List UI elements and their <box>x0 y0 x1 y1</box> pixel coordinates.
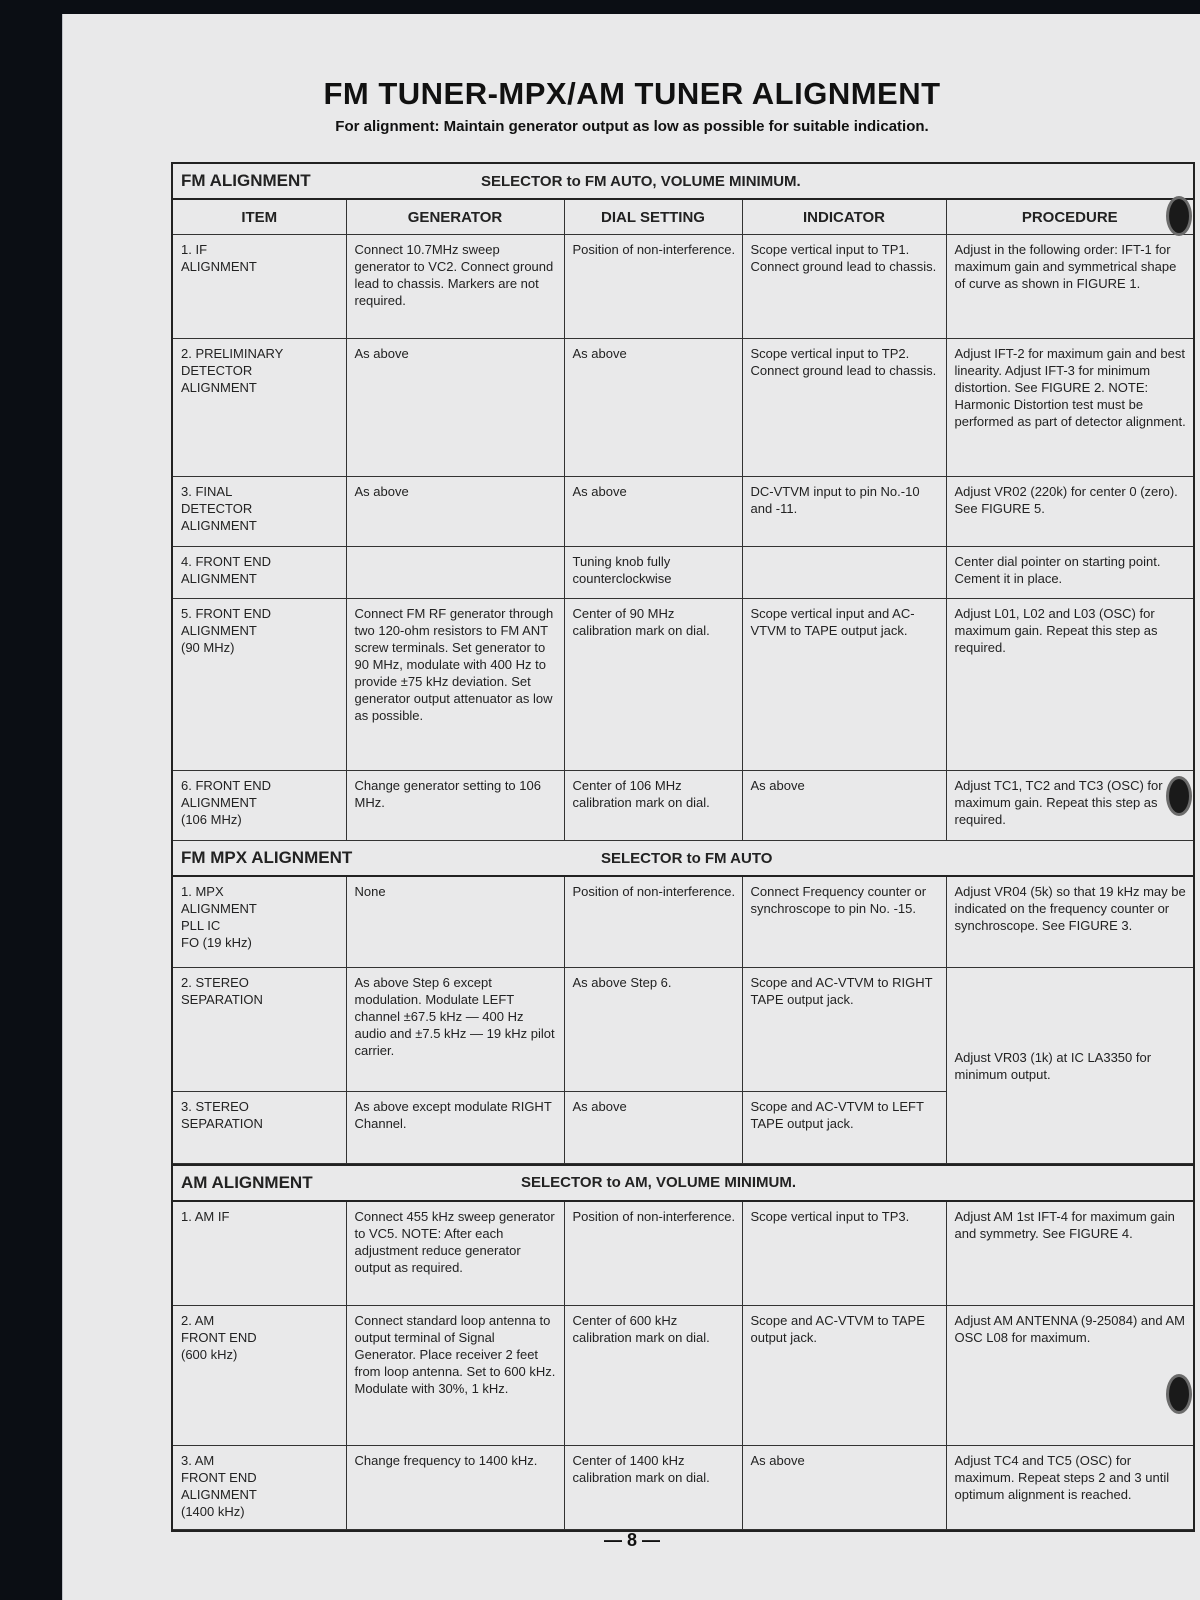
section-setting: SELECTOR to FM AUTO <box>601 849 773 867</box>
table-row <box>173 235 1193 339</box>
page-subtitle: For alignment: Maintain generator output as low as possible for suitable indication. <box>335 118 929 135</box>
mpx-section-header <box>173 841 1193 877</box>
generator-cell: As above except modulate RIGHT Channel. <box>346 1091 564 1163</box>
procedure-cell: Adjust VR04 (5k) so that 19 kHz may be indicated on the frequency counter or synchroscope. See FIGURE 3. <box>946 877 1193 967</box>
dial-cell: Center of 106 MHz calibration mark on dial. <box>564 771 742 841</box>
table-row <box>173 477 1193 547</box>
fm-section-header <box>173 164 1193 200</box>
indicator-cell: Scope and AC-VTVM to LEFT TAPE output jack. <box>742 1091 946 1163</box>
procedure-cell: Adjust TC4 and TC5 (OSC) for maximum. Repeat steps 2 and 3 until optimum alignment is reached. <box>946 1446 1193 1530</box>
binder-hole-icon <box>1166 196 1192 236</box>
section-name: AM ALIGNMENT <box>181 1172 313 1192</box>
column-header: INDICATOR <box>742 200 946 235</box>
procedure-cell: Adjust AM ANTENNA (9-25084) and AM OSC L08 for maximum. <box>946 1306 1193 1446</box>
item-cell: 3. FINAL DETECTOR ALIGNMENT <box>173 477 346 547</box>
column-header-row <box>173 200 1193 235</box>
generator-cell: As above <box>346 477 564 547</box>
alignment-table <box>171 162 1195 1532</box>
procedure-cell: Adjust in the following order: IFT-1 for maximum gain and symmetrical shape of curve as shown in FIGURE 1. <box>946 235 1193 339</box>
section-setting: SELECTOR to AM, VOLUME MINIMUM. <box>521 1174 796 1191</box>
manual-page <box>62 14 1200 1600</box>
table-row <box>173 1202 1193 1306</box>
indicator-cell: Scope vertical input to TP2. Connect ground lead to chassis. <box>742 339 946 477</box>
table-row <box>173 877 1193 967</box>
page-title: FM TUNER-MPX/AM TUNER ALIGNMENT <box>323 76 941 111</box>
column-header: DIAL SETTING <box>564 200 742 235</box>
page-number: — 8 — <box>603 1530 660 1550</box>
item-cell: 5. FRONT END ALIGNMENT (90 MHz) <box>173 599 346 771</box>
table-row <box>173 599 1193 771</box>
generator-cell: Connect 10.7MHz sweep generator to VC2. Connect ground lead to chassis. Markers are not required. <box>346 235 564 339</box>
column-header: PROCEDURE <box>946 200 1193 235</box>
binder-hole-icon <box>1166 776 1192 816</box>
dial-cell: Position of non-interference. <box>564 235 742 339</box>
fm-table <box>173 200 1193 841</box>
item-cell: 3. STEREO SEPARATION <box>173 1091 346 1163</box>
generator-cell <box>346 547 564 599</box>
indicator-cell: Scope and AC-VTVM to TAPE output jack. <box>742 1306 946 1446</box>
dial-cell: Center of 1400 kHz calibration mark on dial. <box>564 1446 742 1530</box>
dial-cell: As above <box>564 339 742 477</box>
table-row <box>173 1446 1193 1530</box>
generator-cell: Connect FM RF generator through two 120-ohm resistors to FM ANT screw terminals. Set generator to 90 MHz, modulate with 400 Hz to provide ±75 kHz deviation. Set generator output attenuator as low as possible. <box>346 599 564 771</box>
item-cell: 2. AM FRONT END (600 kHz) <box>173 1306 346 1446</box>
section-name: FM MPX ALIGNMENT <box>181 848 353 867</box>
generator-cell: Connect standard loop antenna to output terminal of Signal Generator. Place receiver 2 feet from loop antenna. Set to 600 kHz. Modulate with 30%, 1 kHz. <box>346 1306 564 1446</box>
am-section-header <box>173 1164 1193 1202</box>
generator-cell: As above <box>346 339 564 477</box>
item-cell: 2. STEREO SEPARATION <box>173 967 346 1091</box>
item-cell: 4. FRONT END ALIGNMENT <box>173 547 346 599</box>
dial-cell: Position of non-interference. <box>564 877 742 967</box>
dial-cell: As above <box>564 1091 742 1163</box>
generator-cell: Connect 455 kHz sweep generator to VC5. NOTE: After each adjustment reduce generator output as required. <box>346 1202 564 1306</box>
table-row <box>173 1306 1193 1446</box>
procedure-cell: Adjust VR02 (220k) for center 0 (zero). See FIGURE 5. <box>946 477 1193 547</box>
table-row <box>173 967 1193 1091</box>
item-cell: 2. PRELIMINARY DETECTOR ALIGNMENT <box>173 339 346 477</box>
section-name: FM ALIGNMENT <box>181 171 311 190</box>
item-cell: 3. AM FRONT END ALIGNMENT (1400 kHz) <box>173 1446 346 1530</box>
item-cell: 1. MPX ALIGNMENT PLL IC FO (19 kHz) <box>173 877 346 967</box>
column-header: GENERATOR <box>346 200 564 235</box>
item-cell: 6. FRONT END ALIGNMENT (106 MHz) <box>173 771 346 841</box>
procedure-cell: Adjust AM 1st IFT-4 for maximum gain and symmetry. See FIGURE 4. <box>946 1202 1193 1306</box>
procedure-cell: Adjust L01, L02 and L03 (OSC) for maximum gain. Repeat this step as required. <box>946 599 1193 771</box>
dial-cell: As above <box>564 477 742 547</box>
generator-cell: As above Step 6 except modulation. Modulate LEFT channel ±67.5 kHz — 400 Hz audio and ±7.5 kHz — 19 kHz pilot carrier. <box>346 967 564 1091</box>
indicator-cell: Connect Frequency counter or synchroscope to pin No. -15. <box>742 877 946 967</box>
table-row <box>173 339 1193 477</box>
am-table <box>173 1202 1193 1531</box>
mpx-table <box>173 877 1193 1164</box>
dial-cell: Position of non-interference. <box>564 1202 742 1306</box>
indicator-cell: Scope vertical input to TP1. Connect ground lead to chassis. <box>742 235 946 339</box>
item-cell: 1. IF ALIGNMENT <box>173 235 346 339</box>
binder-hole-icon <box>1166 1374 1192 1414</box>
generator-cell: Change frequency to 1400 kHz. <box>346 1446 564 1530</box>
procedure-cell: Adjust VR03 (1k) at IC LA3350 for minimum output. <box>946 967 1193 1163</box>
indicator-cell: As above <box>742 1446 946 1530</box>
dial-cell: Center of 90 MHz calibration mark on dial. <box>564 599 742 771</box>
table-row <box>173 771 1193 841</box>
dial-cell: As above Step 6. <box>564 967 742 1091</box>
dial-cell: Tuning knob fully counterclockwise <box>564 547 742 599</box>
generator-cell: None <box>346 877 564 967</box>
indicator-cell <box>742 547 946 599</box>
column-header: ITEM <box>173 200 346 235</box>
indicator-cell: As above <box>742 771 946 841</box>
section-setting: SELECTOR to FM AUTO, VOLUME MINIMUM. <box>481 172 801 190</box>
indicator-cell: Scope vertical input and AC-VTVM to TAPE output jack. <box>742 599 946 771</box>
procedure-cell: Adjust IFT-2 for maximum gain and best linearity. Adjust IFT-3 for minimum distortion. See FIGURE 2. NOTE: Harmonic Distortion test must be performed as part of detector alignment. <box>946 339 1193 477</box>
generator-cell: Change generator setting to 106 MHz. <box>346 771 564 841</box>
procedure-cell: Adjust TC1, TC2 and TC3 (OSC) for maximum gain. Repeat this step as required. <box>946 771 1193 841</box>
indicator-cell: Scope and AC-VTVM to RIGHT TAPE output jack. <box>742 967 946 1091</box>
indicator-cell: Scope vertical input to TP3. <box>742 1202 946 1306</box>
dial-cell: Center of 600 kHz calibration mark on dial. <box>564 1306 742 1446</box>
indicator-cell: DC-VTVM input to pin No.-10 and -11. <box>742 477 946 547</box>
table-row <box>173 547 1193 599</box>
procedure-cell: Center dial pointer on starting point. Cement it in place. <box>946 547 1193 599</box>
item-cell: 1. AM IF <box>173 1202 346 1306</box>
